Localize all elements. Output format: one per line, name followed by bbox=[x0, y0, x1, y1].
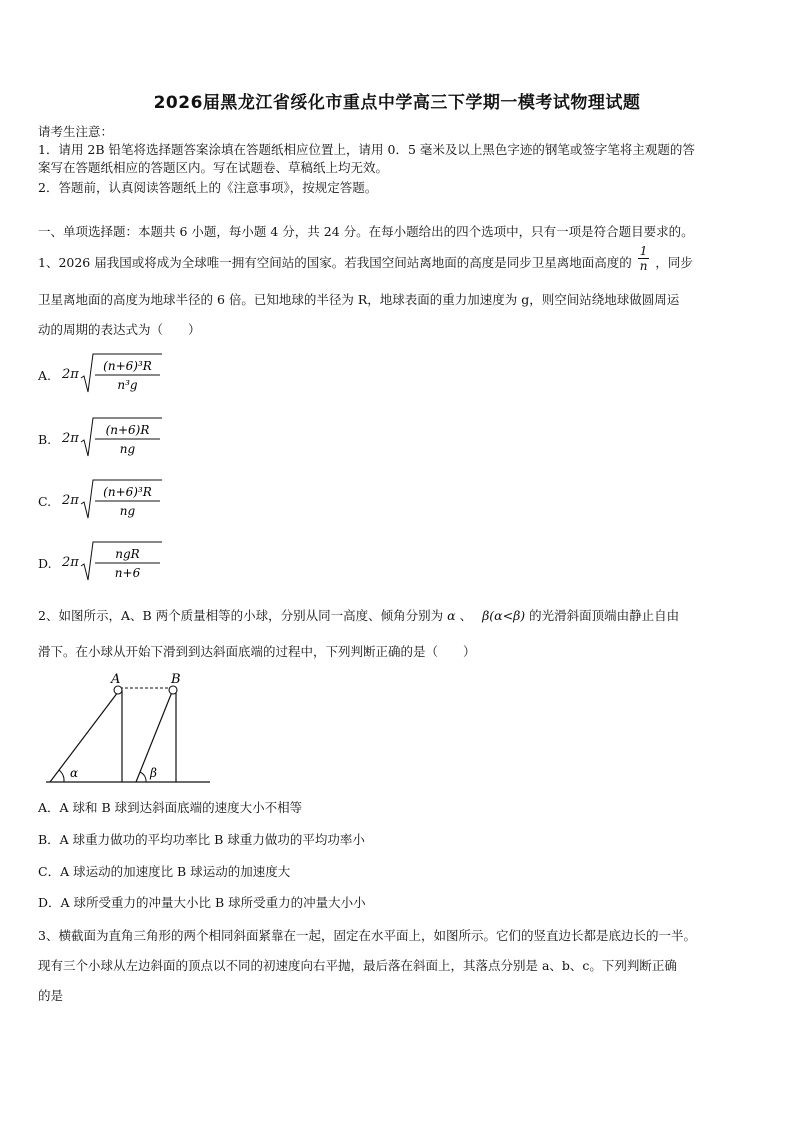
q2-sep: 、 bbox=[459, 608, 473, 623]
ball-b bbox=[169, 686, 177, 694]
q2-text-b: 的光滑斜面顶端由静止自由 bbox=[529, 608, 680, 623]
q2-option-d: D．A 球所受重力的冲量大小比 B 球所受重力的冲量大小小 bbox=[38, 895, 366, 910]
page-title: 2026届黑龙江省绥化市重点中学高三下学期一模考试物理试题 bbox=[153, 93, 641, 113]
radical-denominator: n³g bbox=[117, 378, 138, 392]
label-angle-beta: β bbox=[150, 766, 157, 780]
q1-option-prefix: 2π bbox=[62, 431, 79, 446]
q1-fraction bbox=[638, 244, 650, 273]
q1-text-b: ，同步 bbox=[655, 255, 693, 270]
q1-line-1 bbox=[38, 244, 760, 273]
notice-heading: 请考生注意： bbox=[38, 124, 114, 139]
q2-text-a: 2、如图所示，A、B 两个质量相等的小球，分别从同一高度、倾角分别为 bbox=[38, 608, 444, 623]
q1-option-label: D. bbox=[38, 556, 52, 571]
q1-option-label: C. bbox=[38, 494, 52, 509]
q1-option-radical bbox=[80, 416, 164, 460]
section-1-heading: 一、单项选择题：本题共 6 小题，每小题 4 分，共 24 分。在每小题给出的四个选项中，只有一项是符合题目要求的。 bbox=[38, 224, 694, 239]
radical-numerator: (n+6)³R bbox=[103, 359, 152, 373]
notice-item-1: 1．请用 2B 铅笔将选择题答案涂填在答题纸相应位置上，请用 0．5 毫米及以上黑色字迹的钢笔或签字笔将主观题的答 bbox=[38, 142, 695, 157]
ball-a bbox=[114, 686, 122, 694]
label-angle-alpha: α bbox=[70, 766, 79, 780]
angle-arc-b bbox=[140, 772, 146, 782]
notice-item-1-cont: 案写在答题纸相应的答题区内。写在试题卷、草稿纸上均无效。 bbox=[38, 160, 389, 175]
radical-numerator: ngR bbox=[115, 547, 140, 561]
incline-a-slope bbox=[50, 692, 118, 782]
q1-option-radical bbox=[80, 478, 164, 522]
q1-frac-num: 1 bbox=[639, 244, 648, 258]
q3-line-2: 现有三个小球从左边斜面的顶点以不同的初速度向右平抛，最后落在斜面上，其落点分别是 a、b、c。下列判断正确 bbox=[38, 958, 677, 973]
q2-figure-inclines bbox=[40, 668, 215, 790]
q3-line-1: 3、横截面为直角三角形的两个相同斜面紧靠在一起，固定在水平面上，如图所示。它们的竖直边长都是底边长的一半。 bbox=[38, 928, 696, 943]
q1-option-prefix: 2π bbox=[62, 493, 79, 508]
label-a: A bbox=[111, 672, 121, 687]
q2-alpha: α bbox=[447, 608, 456, 623]
notice-item-2: 2．答题前，认真阅读答题纸上的《注意事项》，按规定答题。 bbox=[38, 180, 378, 195]
q2-line-1 bbox=[38, 608, 760, 624]
q1-line-3: 动的周期的表达式为（ ） bbox=[38, 322, 201, 337]
q2-beta-expr: β(α<β) bbox=[482, 608, 526, 623]
q1-option-label: A. bbox=[38, 368, 52, 383]
label-b: B bbox=[171, 672, 181, 687]
radical-numerator: (n+6)³R bbox=[103, 485, 152, 499]
q1-option-label: B. bbox=[38, 432, 52, 447]
q2-option-b: B．A 球重力做功的平均功率比 B 球重力做功的平均功率小 bbox=[38, 832, 365, 847]
q2-line-2: 滑下。在小球从开始下滑到到达斜面底端的过程中，下列判断正确的是（ ） bbox=[38, 644, 476, 659]
q1-option-radical bbox=[80, 540, 164, 584]
q1-option-radical bbox=[80, 352, 164, 396]
radical-denominator: n+6 bbox=[114, 566, 141, 580]
q1-frac-den: n bbox=[639, 259, 648, 273]
q2-option-c: C．A 球运动的加速度比 B 球运动的加速度大 bbox=[38, 864, 291, 879]
q2-option-a: A．A 球和 B 球到达斜面底端的速度大小不相等 bbox=[38, 800, 303, 815]
radical-denominator: ng bbox=[119, 504, 136, 518]
q1-line-2: 卫星离地面的高度为地球半径的 6 倍。已知地球的半径为 R，地球表面的重力加速度为 g，则空间站绕地球做圆周运 bbox=[38, 292, 680, 307]
q1-option-prefix: 2π bbox=[62, 555, 79, 570]
angle-arc-a bbox=[59, 770, 64, 782]
q1-text-a: 1、2026 届我国或将成为全球唯一拥有空间站的国家。若我国空间站离地面的高度是同步卫星离地面高度的 bbox=[38, 255, 632, 270]
radical-numerator: (n+6)R bbox=[105, 423, 150, 437]
radical-denominator: ng bbox=[119, 442, 136, 456]
q1-option-prefix: 2π bbox=[62, 367, 79, 382]
q3-line-3: 的是 bbox=[38, 988, 64, 1003]
